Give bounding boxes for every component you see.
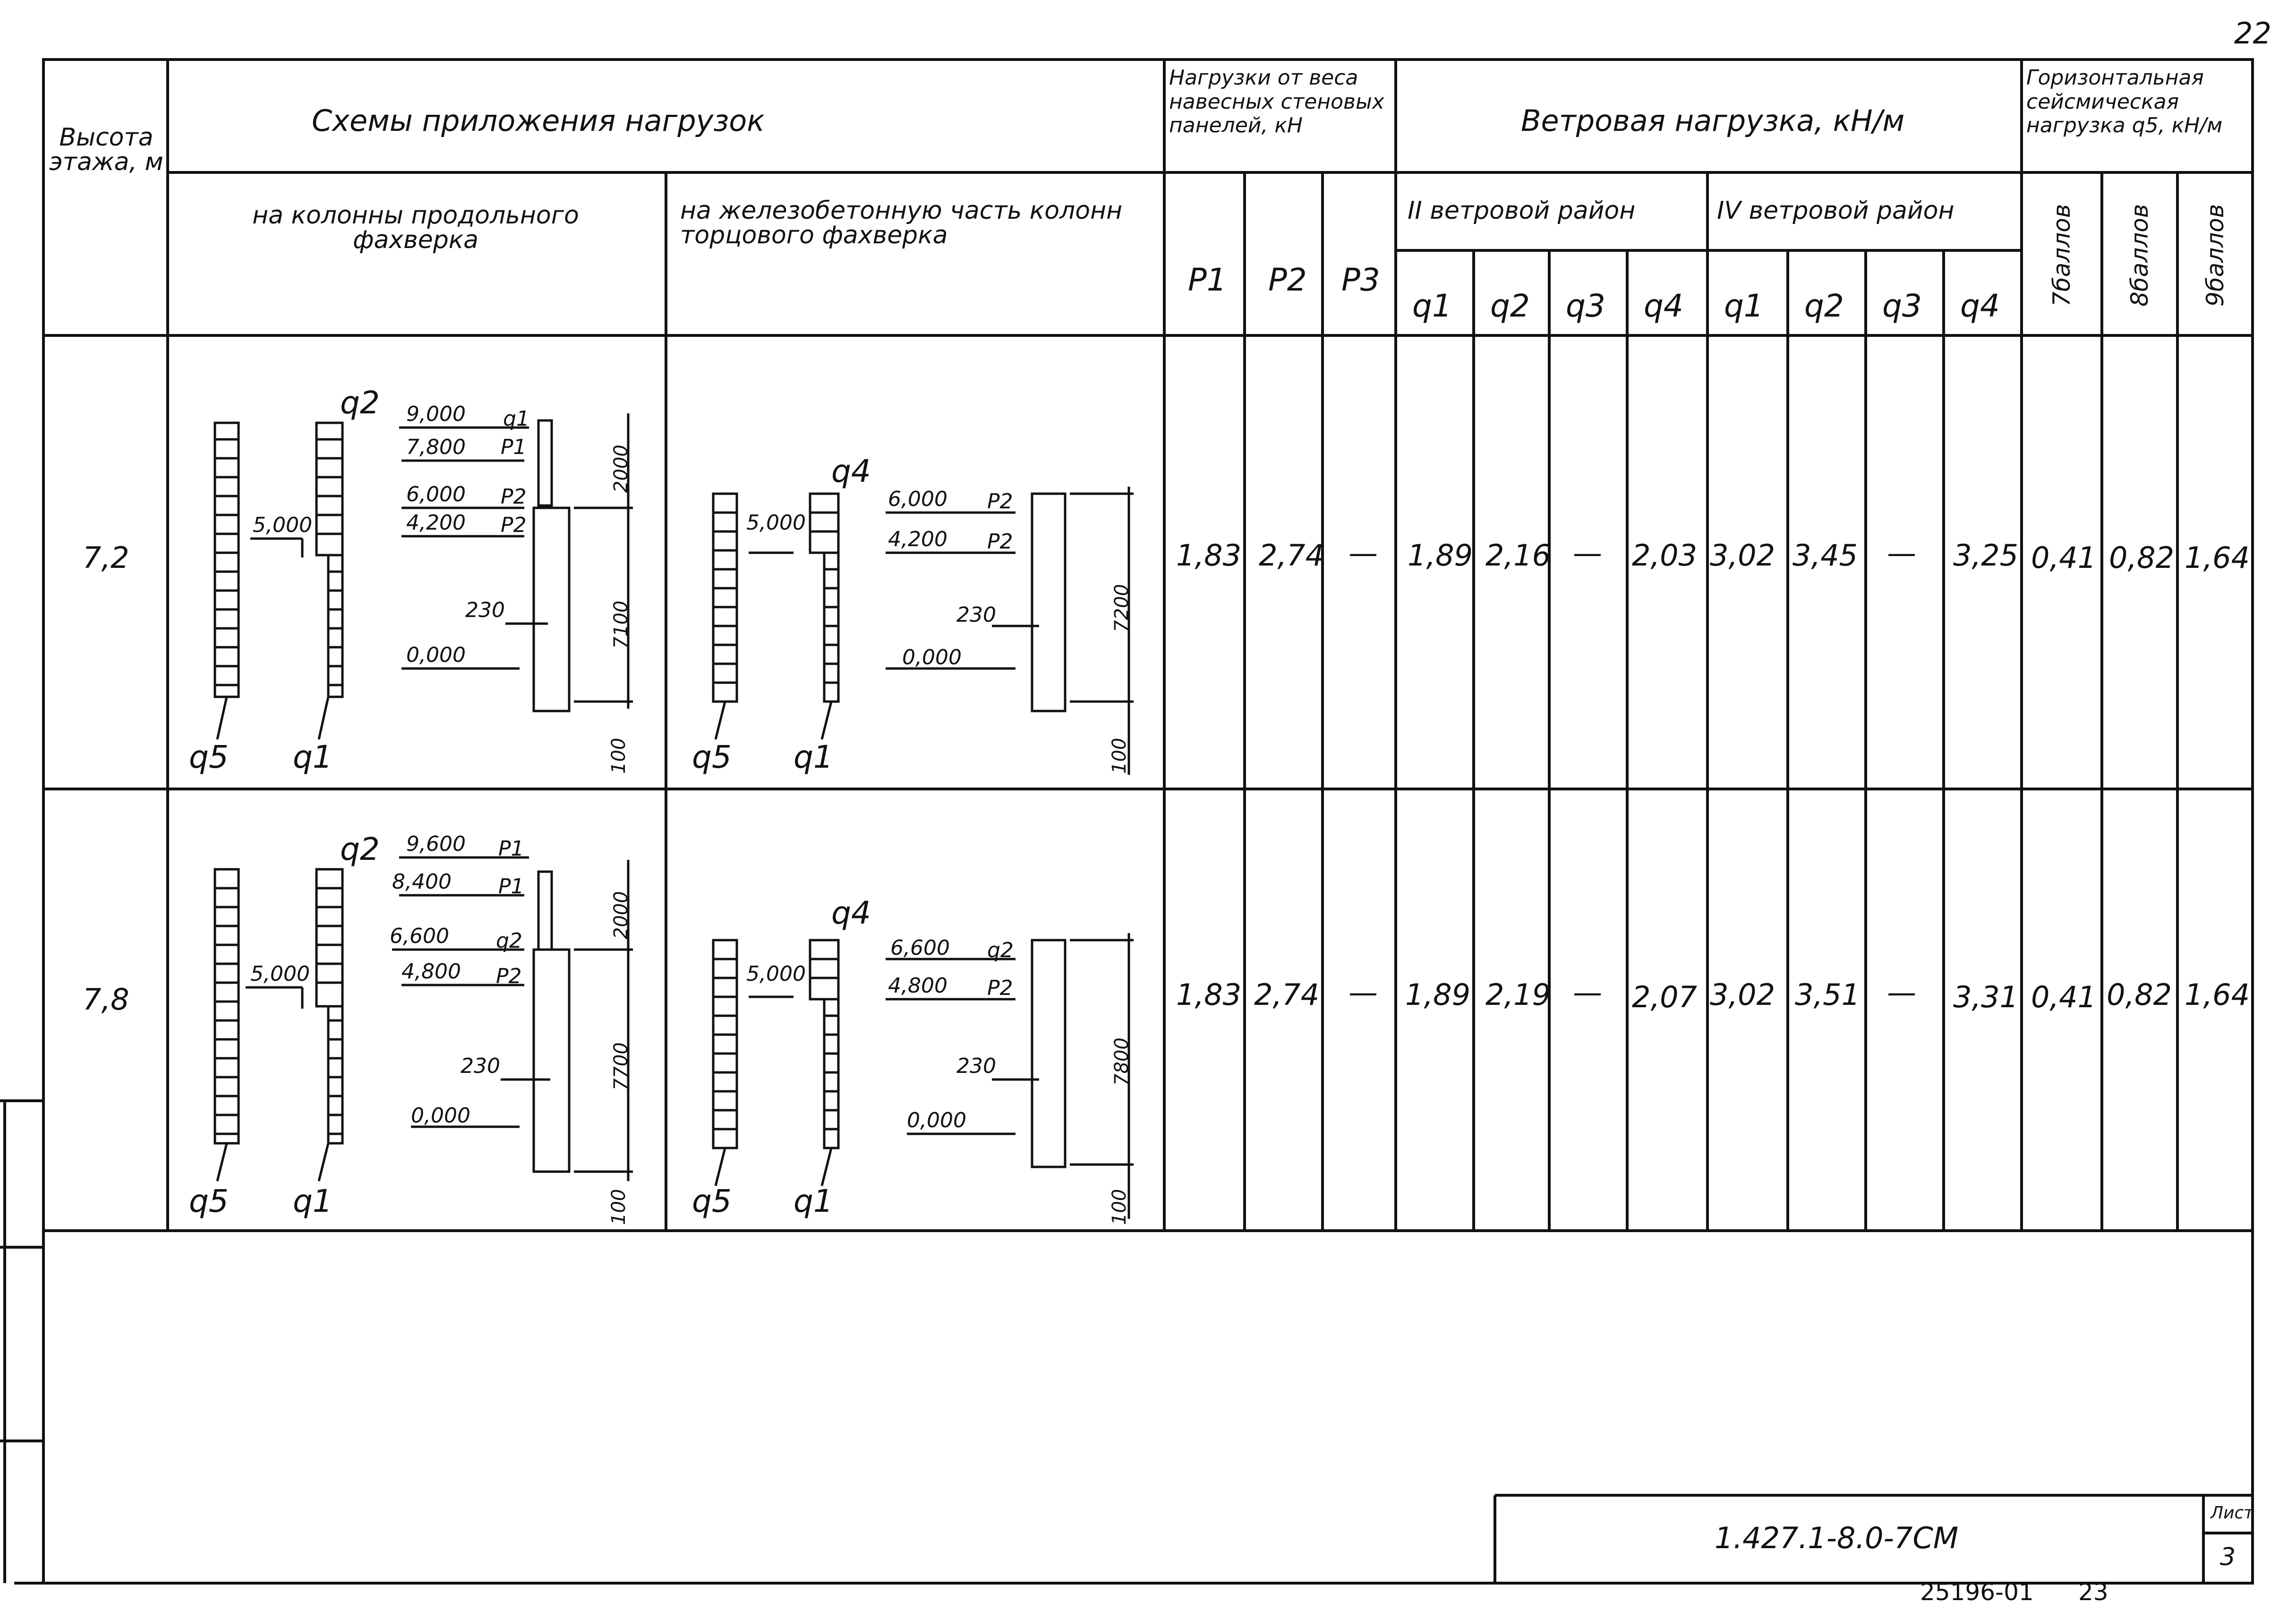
- row1-end-load-2: P2: [987, 530, 1013, 554]
- row1-long-dim-3: 100: [608, 737, 630, 774]
- header-schemes-end: на железобетонную часть колонн торцового фахверка: [680, 197, 1123, 249]
- row2-long-name-3: q1: [293, 1183, 333, 1219]
- archive-number: 25196-01: [1920, 1578, 2034, 1606]
- sheet-label: Лист: [2211, 1503, 2254, 1523]
- row1-end-dim-2: 100: [1109, 737, 1130, 774]
- row1-long-label-2: 7,800: [406, 435, 466, 459]
- row2-seismic-8: 0,82: [2107, 977, 2172, 1012]
- row1-q2-r4: 3,45: [1792, 538, 1858, 573]
- row1-p3: —: [1349, 536, 1378, 570]
- row1-q3-r2: —: [1573, 536, 1602, 570]
- row1-long-label-5: 230: [465, 598, 505, 622]
- header-wind-load: Ветровая нагрузка, кН/м: [1521, 103, 1905, 138]
- row2-end-label-2: 4,800: [888, 974, 947, 998]
- row2-q1-r4: 3,02: [1710, 977, 1775, 1012]
- row1-q4-r2: 2,03: [1632, 538, 1698, 573]
- row2-end-dim-1: 7800: [1111, 1037, 1133, 1086]
- sheet-number-top: 22: [2234, 16, 2271, 51]
- header-q1-region2: q1: [1412, 288, 1452, 324]
- row2-end-label-1: 6,600: [890, 936, 950, 960]
- row1-end-dim-1: 7200: [1111, 584, 1133, 632]
- row2-end-label-3: 230: [956, 1054, 996, 1078]
- row1-long-load-4: P2: [501, 513, 527, 537]
- row1-long-load-2: P1: [501, 435, 527, 459]
- row2-long-label-3: 6,600: [390, 924, 449, 948]
- header-wind-region-2: II ветровой район: [1408, 197, 1636, 225]
- document-code: 1.427.1-8.0-7СМ: [1715, 1521, 1959, 1555]
- row1-seismic-8: 0,82: [2109, 540, 2175, 575]
- row1-end-name-3: q1: [794, 739, 833, 775]
- row2-end-dim-2: 100: [1109, 1189, 1130, 1225]
- header-seismic: Горизонтальная сейсмическая нагрузка q5, кН/м: [2026, 66, 2223, 138]
- row2-p1: 1,83: [1176, 977, 1242, 1012]
- row2-long-dim-1: 2000: [610, 891, 632, 939]
- row2-q2-r4: 3,51: [1795, 977, 1861, 1012]
- row2-seismic-9: 1,64: [2185, 977, 2250, 1012]
- row2-end-label-4: 0,000: [907, 1108, 966, 1132]
- header-schemes-title: Схемы приложения нагрузок: [312, 103, 765, 138]
- row2-long-label-6: 0,000: [411, 1104, 470, 1128]
- row1-end-label-5: 5,000: [746, 511, 806, 535]
- header-seismic-7: 7баллов: [2048, 204, 2075, 307]
- row2-long-label-2: 8,400: [392, 870, 452, 894]
- row1-end-label-3: 230: [956, 603, 996, 627]
- row1-q4-r4: 3,25: [1953, 538, 2019, 573]
- row2-long-load-1: P1: [498, 837, 524, 861]
- scheme-long-row2: [215, 857, 633, 1181]
- row2-long-dim-2: 7700: [610, 1042, 632, 1090]
- row2-q2-r2: 2,19: [1485, 977, 1551, 1012]
- row1-long-load-1: q1: [503, 407, 529, 431]
- row1-seismic-7: 0,41: [2031, 540, 2097, 575]
- header-floor-height: Высота этажа, м: [49, 123, 163, 176]
- page-number: 23: [2078, 1578, 2108, 1606]
- row1-seismic-9: 1,64: [2185, 540, 2250, 575]
- row1-q1-r2: 1,89: [1408, 538, 1473, 573]
- row2-end-load-2: P2: [987, 976, 1013, 1000]
- header-p3: P3: [1341, 262, 1380, 298]
- row2-end-name-1: q4: [831, 895, 871, 931]
- row1-long-label-4: 4,200: [406, 511, 466, 535]
- header-panel-loads: Нагрузки от веса навесных стеновых панелей, кН: [1169, 66, 1384, 138]
- row1-long-label-1: 9,000: [406, 402, 466, 426]
- row2-long-load-4: P2: [496, 964, 522, 988]
- row1-end-label-4: 0,000: [902, 645, 962, 669]
- row2-long-load-2: P1: [498, 874, 524, 899]
- row2-q1-r2: 1,89: [1405, 977, 1471, 1012]
- row1-long-label-7: 5,000: [253, 513, 312, 537]
- header-q3-region2: q3: [1566, 288, 1605, 324]
- row2-q3-r2: —: [1573, 975, 1602, 1010]
- row1-long-dim-2: 7100: [610, 600, 632, 649]
- header-q2-region2: q2: [1490, 288, 1530, 324]
- row2-q4-r2: 2,07: [1632, 980, 1698, 1014]
- row1-q2-r2: 2,16: [1485, 538, 1551, 573]
- row2-p2: 2,74: [1254, 977, 1320, 1012]
- row2-end-name-2: q5: [692, 1183, 732, 1219]
- header-schemes-long: на колонны продольного фахверка: [252, 201, 579, 254]
- row1-long-name-3: q1: [293, 739, 333, 775]
- sheet-number: 3: [2220, 1543, 2236, 1571]
- row2-long-name-1: q2: [340, 831, 380, 867]
- row1-end-load-1: P2: [987, 489, 1013, 514]
- row2-long-name-2: q5: [189, 1183, 229, 1219]
- row2-q3-r4: —: [1887, 975, 1916, 1010]
- row2-long-load-3: q2: [496, 929, 522, 953]
- row1-q3-r4: —: [1887, 536, 1916, 570]
- row2-long-label-1: 9,600: [406, 832, 466, 856]
- row2-long-label-7: 5,000: [250, 962, 310, 986]
- header-seismic-8: 8баллов: [2126, 204, 2153, 307]
- row2-seismic-7: 0,41: [2031, 980, 2097, 1014]
- row2-end-load-1: q2: [987, 938, 1014, 962]
- header-q3-region4: q3: [1882, 288, 1922, 324]
- row1-end-label-2: 4,200: [888, 527, 947, 551]
- row2-p3: —: [1349, 975, 1378, 1010]
- row1-q1-r4: 3,02: [1710, 538, 1775, 573]
- header-wind-region-4: IV ветровой район: [1717, 197, 1955, 225]
- row2-long-label-4: 4,800: [401, 960, 461, 984]
- header-q4-region2: q4: [1644, 288, 1683, 324]
- header-q4-region4: q4: [1960, 288, 2000, 324]
- row1-long-name-1: q2: [340, 385, 380, 421]
- row1-end-label-1: 6,000: [888, 487, 947, 511]
- header-p1: P1: [1188, 262, 1227, 298]
- row1-long-label-6: 0,000: [406, 643, 466, 667]
- row2-end-name-3: q1: [794, 1183, 833, 1219]
- row2-end-label-5: 5,000: [746, 962, 806, 986]
- row1-long-dim-1: 2000: [610, 445, 632, 493]
- row1-p2: 2,74: [1259, 538, 1324, 573]
- row2-q4-r4: 3,31: [1953, 980, 2019, 1014]
- row2-height: 7,8: [83, 982, 129, 1017]
- row1-long-load-3: P2: [501, 485, 527, 509]
- header-p2: P2: [1268, 262, 1307, 298]
- row1-p1: 1,83: [1176, 538, 1242, 573]
- row2-long-label-5: 230: [461, 1054, 500, 1078]
- header-q1-region4: q1: [1724, 288, 1764, 324]
- row2-long-dim-3: 100: [608, 1189, 630, 1225]
- header-q2-region4: q2: [1804, 288, 1844, 324]
- row1-end-name-2: q5: [692, 739, 732, 775]
- row1-long-name-2: q5: [189, 739, 229, 775]
- row1-end-name-1: q4: [831, 453, 871, 489]
- row1-long-label-3: 6,000: [406, 482, 466, 506]
- scheme-long-row1: [215, 413, 633, 739]
- header-seismic-9: 9баллов: [2202, 204, 2229, 307]
- row1-height: 7,2: [83, 540, 129, 575]
